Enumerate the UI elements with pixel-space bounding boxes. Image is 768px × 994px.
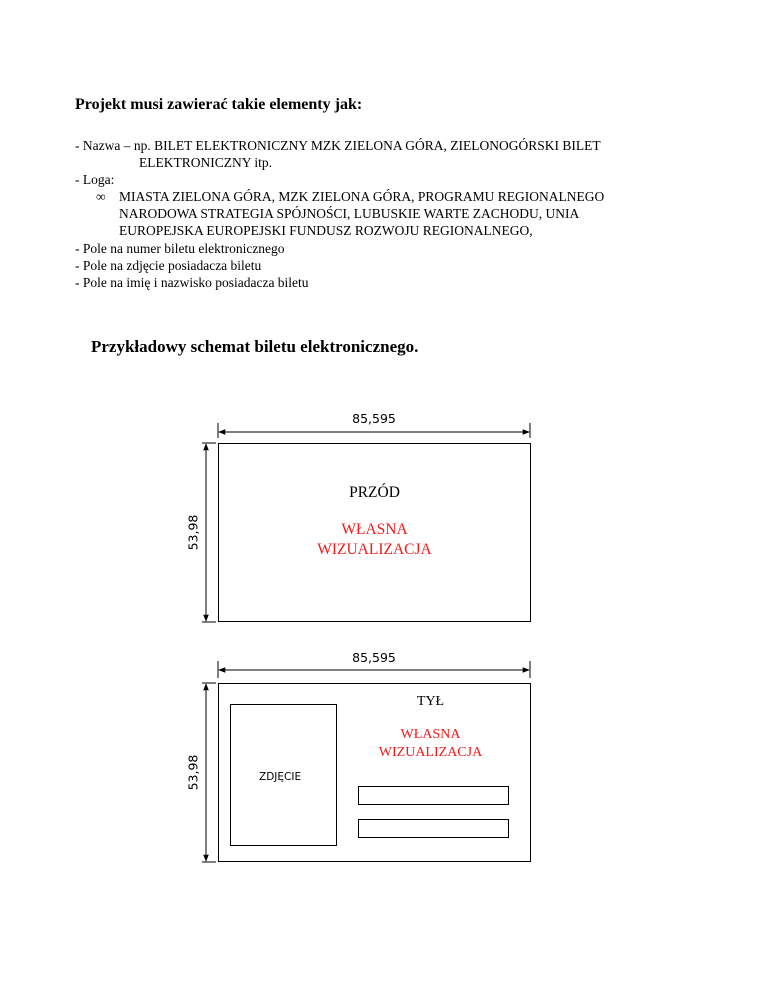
requirement-name: - Nazwa – np. BILET ELEKTRONICZNY MZK ZIELONA GÓRA, ZIELONOGÓRSKI BILET [75,138,601,153]
front-visual-line-2: WIZUALIZACJA [317,541,432,558]
requirement-photo: - Pole na zdjęcie posiadacza biletu [75,258,262,273]
requirement-name-continued: ELEKTRONICZNY itp. [139,155,272,170]
ticket-back-card [218,683,531,862]
ticket-front-card [218,443,531,622]
back-height-label: 53,98 [185,754,201,791]
front-visual-line-1: WŁASNA [341,521,408,538]
front-title: PRZÓD [349,484,400,501]
front-height-label: 53,98 [185,514,201,551]
requirement-logos: - Loga: [75,172,115,187]
back-width-label: 85,595 [352,650,396,665]
ticket-number-field [358,786,509,805]
requirement-holder-name: - Pole na imię i nazwisko posiadacza biletu [75,275,309,290]
schema-title: Przykładowy schemat biletu elektronicznego. [91,337,419,356]
back-title: TYŁ [416,694,445,709]
infinity-bullet-icon: ∞ [96,189,106,204]
front-width-label: 85,595 [352,411,396,426]
back-visual-line-1: WŁASNA [400,727,461,742]
logos-list-line-3: EUROPEJSKA EUROPEJSKI FUNDUSZ ROZWOJU REGIONALNEGO, [119,223,533,238]
logos-list-line-1: MIASTA ZIELONA GÓRA, MZK ZIELONA GÓRA, PROGRAMU REGIONALNEGO [119,189,605,204]
holder-name-field [358,819,509,838]
requirement-ticket-number: - Pole na numer biletu elektronicznego [75,241,285,256]
back-visual-line-2: WIZUALIZACJA [378,745,483,760]
logos-list-line-2: NARODOWA STRATEGIA SPÓJNOŚCI, LUBUSKIE WARTE ZACHODU, UNIA [119,206,580,221]
requirements-heading: Projekt musi zawierać takie elementy jak: [75,96,363,113]
photo-label: ZDJĘCIE [259,771,302,783]
photo-placeholder [230,704,337,846]
